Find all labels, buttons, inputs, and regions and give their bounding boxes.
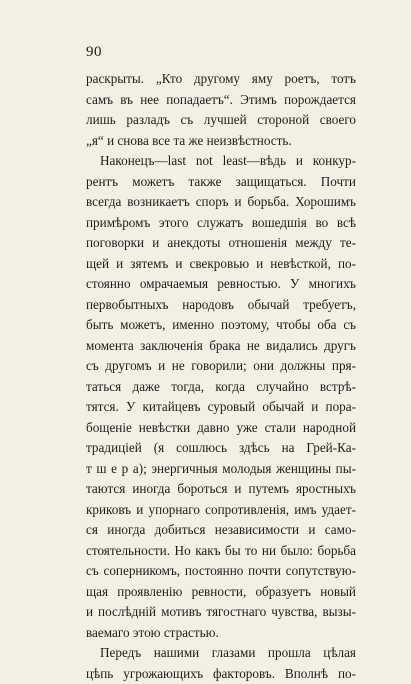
text-line: криковъ и упорнаго сопротивленія, имъ удает- xyxy=(86,500,356,521)
text-line: самъ въ нее попадаетъ“. Этимъ порождается xyxy=(86,90,356,111)
text-line: стоянно омрачаемыя ревностью. У многихъ xyxy=(86,274,356,295)
page-number: 90 xyxy=(86,44,102,61)
text-line: щая проявленію ревности, образуетъ новый xyxy=(86,582,356,603)
text-line: Передъ нашими глазами прошла цѣлая xyxy=(86,643,356,664)
text-line: ся иногда добиться независимости и само- xyxy=(86,520,356,541)
text-line: цѣпь угрожающихъ факторовъ. Вполнѣ по- xyxy=(86,664,356,684)
text-line: „я“ и снова все та же неизвѣстность. xyxy=(86,131,356,152)
text-line: и послѣдній мотивъ тягостнаго чувства, вызы- xyxy=(86,602,356,623)
text-line: первобытныхъ народовъ обычай требуетъ, xyxy=(86,295,356,316)
text-line: поговорки и анекдоты отношенія между те- xyxy=(86,233,356,254)
text-line: т ш е р а); энергичныя молодыя женщины пы- xyxy=(86,459,356,480)
text-line: таются иногда бороться и путемъ яростныхъ xyxy=(86,479,356,500)
text-line: традиціей (я сошлюсь здѣсь на Грей-Ка- xyxy=(86,438,356,459)
text-line: всегда возникаетъ споръ и борьба. Хорошимъ xyxy=(86,192,356,213)
text-line: быть можетъ, именно поэтому, чтобы оба съ xyxy=(86,315,356,336)
text-line: бощеніе невѣстки давно уже стали народной xyxy=(86,418,356,439)
text-line: стоятельности. Но какъ бы то ни было: борьба xyxy=(86,541,356,562)
text-line: щей и зятемъ и свекровью и невѣсткой, по- xyxy=(86,254,356,275)
text-line: съ соперникомъ, постоянно почти сопутствую- xyxy=(86,561,356,582)
text-line: ваемаго этою страстью. xyxy=(86,623,356,644)
text-line: съ другомъ и не говорили; они должны пря- xyxy=(86,356,356,377)
text-line: тятся. У китайцевъ суровый обычай и пора- xyxy=(86,397,356,418)
text-line: раскрыты. „Кто другому яму роетъ, тотъ xyxy=(86,69,356,90)
text-line: лишь разладъ съ лучшей стороной своего xyxy=(86,110,356,131)
body-text xyxy=(86,69,356,684)
text-line: примѣромъ этого служатъ вошедшія во всѣ xyxy=(86,213,356,234)
text-line: момента заключенія брака не видались другъ xyxy=(86,336,356,357)
text-line: таться даже тогда, когда случайно встрѣ- xyxy=(86,377,356,398)
text-line: Наконецъ—last not least—вѣдь и конкур- xyxy=(86,151,356,172)
text-line: рентъ можетъ также защищаться. Почти xyxy=(86,172,356,193)
